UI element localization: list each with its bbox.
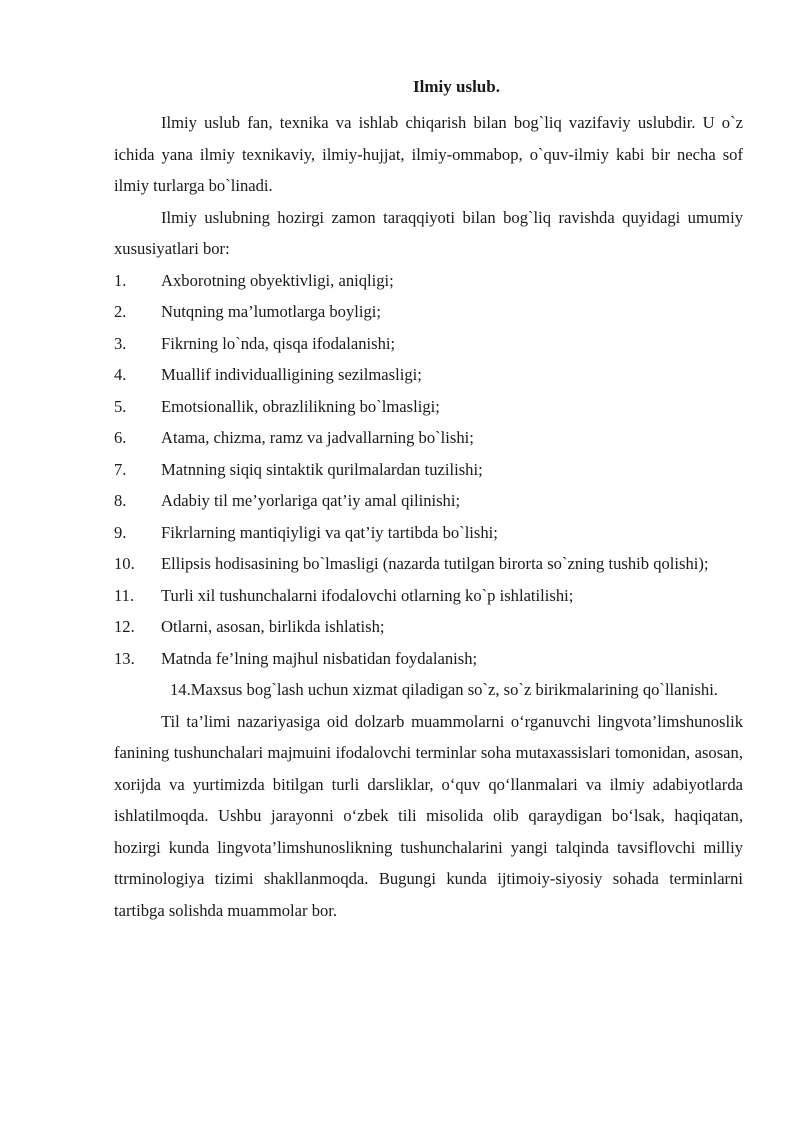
list-item-text: Matnda fe’lning majhul nisbatidan foydalanish; [161, 648, 478, 668]
list-item-text: Emotsionallik, obrazlilikning bo`lmasligi; [161, 396, 440, 416]
list-item-number: 13. [114, 648, 135, 668]
list-item-text: Otlarni, asosan, birlikda ishlatish; [161, 617, 385, 636]
list-item-number: 12. [114, 617, 135, 636]
list-item [114, 391, 743, 423]
list-item [114, 485, 743, 517]
list-item-number: 11. [114, 585, 135, 605]
list-item-number: 3. [114, 333, 127, 353]
list-item-number: 6. [114, 428, 127, 447]
list-item-number: 10. [114, 554, 135, 573]
intro-paragraph: Ilmiy uslub fan, texnika va ishlab chiqarish bilan bog`liq vazifaviy uslubdir. U o`z ichida yana ilmiy texnikaviy, ilmiy-hujjat, ilmiy-ommabop, o`quv-ilmiy kabi bir necha sof ilmiy turlarga bo`linadi. [114, 113, 743, 195]
list-item-number: 2. [114, 302, 127, 321]
list-item [114, 580, 743, 612]
list-item-text: Nutqning ma’lumotlarga boyligi; [161, 302, 381, 321]
list-item [114, 359, 743, 391]
list-item [114, 611, 743, 643]
list-item-number: 8. [114, 491, 127, 510]
list-item-number: 7. [114, 459, 127, 479]
list-item-text: Matnning siqiq sintaktik qurilmalardan tuzilishi; [161, 459, 483, 479]
list-item [114, 328, 743, 360]
list-item-text: Fikrlarning mantiqiyligi va qat’iy tartibda bo`lishi; [161, 522, 498, 542]
list-item [114, 422, 743, 454]
list-item [114, 265, 743, 297]
features-list [114, 265, 743, 675]
list-item-text: Ellipsis hodisasining bo`lmasligi (nazarda tutilgan birorta so`zning tushib qolishi); [161, 554, 709, 573]
list-item [114, 643, 743, 675]
list-item-text: Atama, chizma, ramz va jadvallarning bo`lishi; [161, 428, 474, 447]
list-item [114, 454, 743, 486]
closing-paragraph: Til ta’limi nazariyasiga oid dolzarb muammolarni o‘rganuvchi lingvota’limshunoslik fanining tushunchalari majmuini ifodalovchi terminlar soha mutaxassislari tomonidan, asosan, xorijda va yurtimizda bitilgan turli darsliklar, o‘quv qo‘llanmalari va ilmiy adabiyotlarda ishlatilmoqda. Ushbu jarayonni o‘zbek tili misolida olib qaraydigan bo‘lsak, haqiqatan, hozirgi kunda lingvota’limshunoslikning tushunchalarini yangi talqinda tavsiflovchi milliy ttrminologiya tizimi shakllanmoqda. Bugungi kunda ijtimoiy-siyosiy sohada terminlarni tartibga solishda muammolar bor. [114, 711, 743, 920]
intro-paragraph: Ilmiy uslubning hozirgi zamon taraqqiyoti bilan bog`liq ravishda quyidagi umumiy xususiyatlari bor: [114, 207, 743, 258]
list-item-text: Fikrning lo`nda, qisqa ifodalanishi; [161, 333, 396, 353]
list-item-text: Turli xil tushunchalarni ifodalovchi otlarning ko`p ishlatilishi; [161, 585, 574, 605]
list-item-14: 14.Maxsus bog`lash uchun xizmat qiladigan so`z, so`z birikmalarining qo`llanishi. [170, 680, 718, 699]
list-item-number: 9. [114, 522, 127, 542]
list-item-text: Adabiy til me’yorlariga qat’iy amal qilinishi; [161, 491, 461, 510]
list-item-text: Muallif individualligining sezilmasligi; [161, 365, 422, 384]
list-item [114, 296, 743, 328]
list-item [114, 548, 743, 580]
list-item-text: Axborotning obyektivligi, aniqligi; [161, 270, 394, 290]
list-item-number: 4. [114, 365, 127, 384]
list-item-number: 5. [114, 396, 127, 416]
document-title: Ilmiy uslub. [413, 77, 500, 96]
list-item [114, 517, 743, 549]
list-item-number: 1. [114, 270, 127, 290]
